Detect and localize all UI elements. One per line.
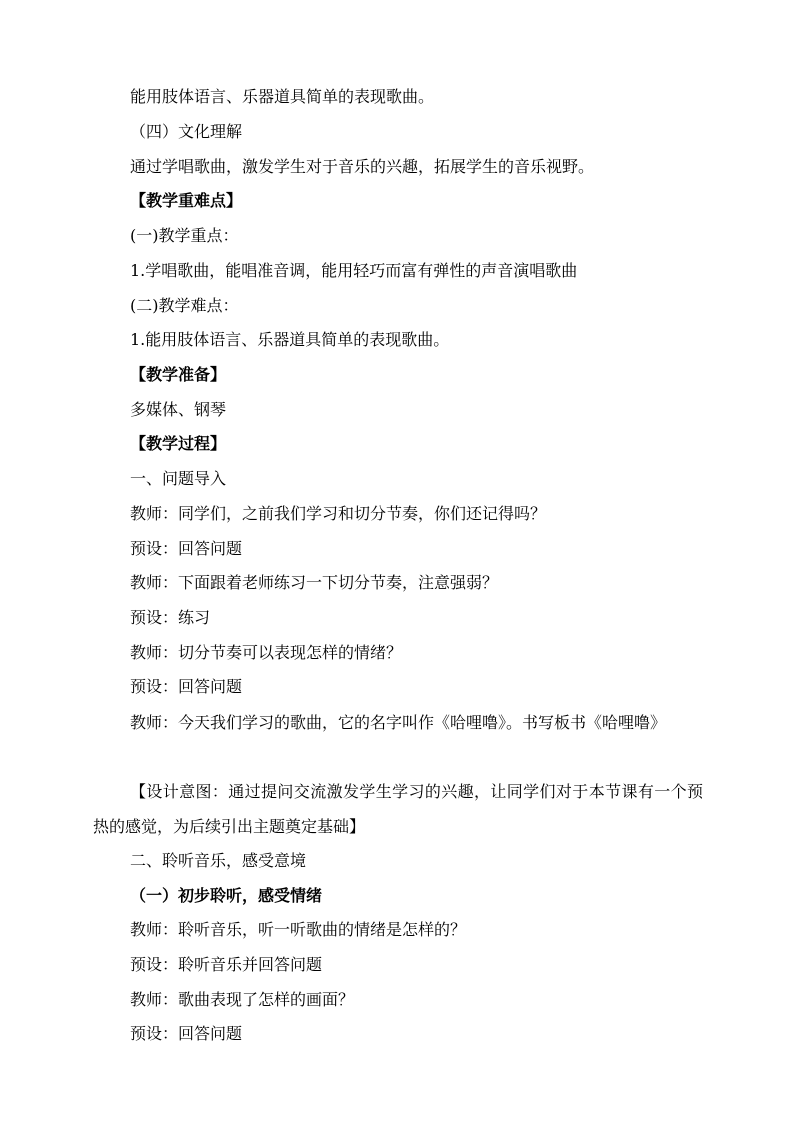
text-line: 能用肢体语言、乐器道具简单的表现歌曲。 — [130, 87, 435, 106]
section-heading: 【教学准备】 — [130, 365, 227, 384]
text-line: 教师：下面跟着老师练习一下切分节奏，注意强弱？ — [130, 573, 499, 592]
subsection-heading: （一）初步聆听，感受情绪 — [130, 886, 323, 905]
subsection-heading: 一、问题导入 — [130, 469, 227, 488]
text-line: 预设：回答问题 — [130, 677, 243, 696]
section-heading: （四）文化理解 — [130, 122, 243, 141]
text-line: 教师：歌曲表现了怎样的画面？ — [130, 990, 355, 1009]
section-heading: 【教学过程】 — [130, 434, 227, 453]
subsection-heading: (一)教学重点： — [130, 226, 239, 245]
text-line: 多媒体、钢琴 — [130, 400, 227, 419]
text-line: 1.学唱歌曲，能唱准音调，能用轻巧而富有弹性的声音演唱歌曲 — [130, 261, 578, 280]
text-line: 预设：聆听音乐并回答问题 — [130, 955, 323, 974]
text-line: 教师：切分节奏可以表现怎样的情绪？ — [130, 643, 403, 662]
text-line: 预设：回答问题 — [130, 1024, 243, 1043]
paragraph: 教师：今天我们学习的歌曲，它的名字叫作《哈哩噜》。书写板书《哈哩噜》 — [130, 713, 667, 732]
text-line: 1.能用肢体语言、乐器道具简单的表现歌曲。 — [130, 330, 450, 349]
subsection-heading: (二)教学难点： — [130, 296, 239, 315]
text-line: 教师：同学们，之前我们学习和切分节奏，你们还记得吗？ — [130, 504, 547, 523]
design-intent-paragraph: 【设计意图：通过提问交流激发学生学习的兴趣，让同学们对于本节课有一个预热的感觉，为后续引出主题奠定基础】 — [93, 782, 703, 836]
section-heading: 【教学重难点】 — [130, 191, 243, 210]
text-line: 通过学唱歌曲，激发学生对于音乐的兴趣，拓展学生的音乐视野。 — [130, 157, 595, 176]
text-line: 教师：聆听音乐，听一听歌曲的情绪是怎样的？ — [130, 920, 467, 939]
section-heading: 二、聆听音乐，感受意境 — [130, 851, 307, 870]
text-line: 预设：回答问题 — [130, 539, 243, 558]
text-line: 预设：练习 — [130, 608, 211, 627]
